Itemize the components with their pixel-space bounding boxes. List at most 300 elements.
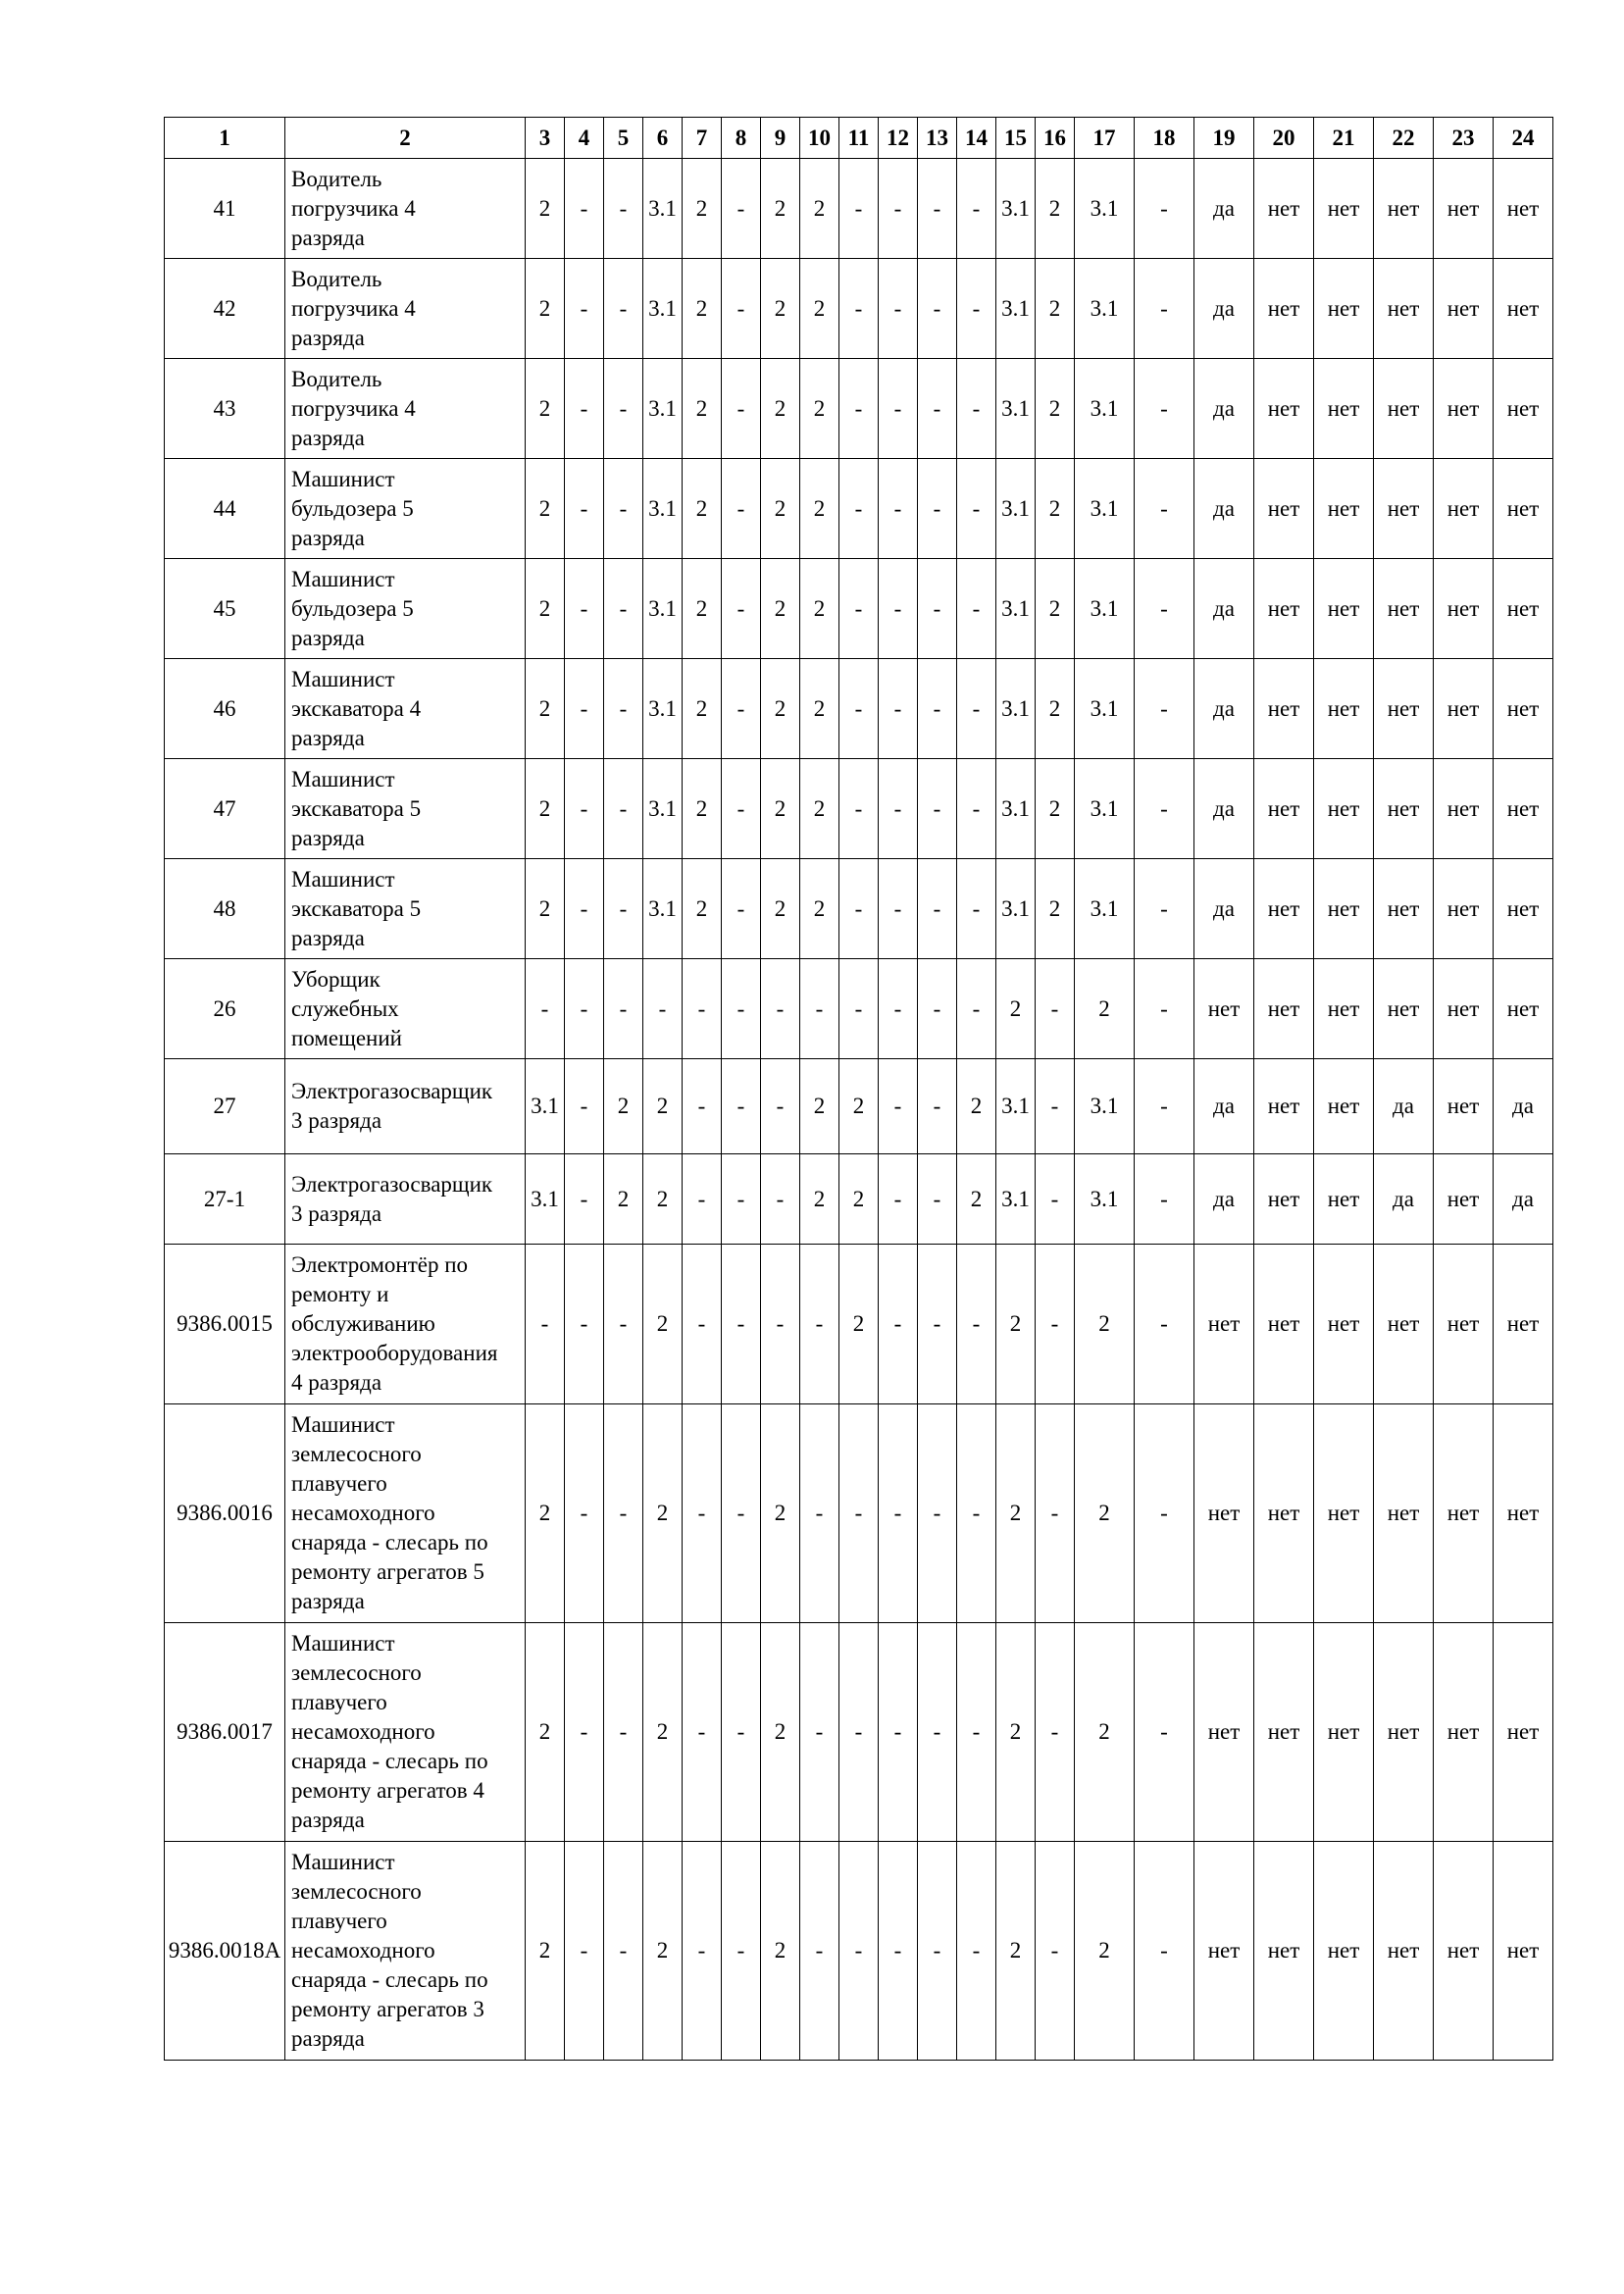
column-header: 23 [1434, 118, 1494, 159]
row-value-cell: 3.1 [526, 1059, 565, 1154]
row-value-cell: - [722, 1842, 761, 2061]
row-value-cell: нет [1254, 1404, 1314, 1623]
table-row [165, 759, 1553, 859]
row-value-cell: - [879, 659, 918, 759]
row-value-cell: нет [1494, 359, 1553, 459]
row-value-cell: 2 [526, 259, 565, 359]
row-value-cell: 3.1 [526, 1154, 565, 1245]
row-value-cell: да [1494, 1059, 1553, 1154]
row-code-cell: 42 [165, 259, 285, 359]
row-value-cell: - [722, 1623, 761, 1842]
row-value-cell: 2 [1036, 659, 1075, 759]
row-value-cell: - [565, 1059, 604, 1154]
row-value-cell: - [761, 1245, 800, 1404]
row-value-cell: нет [1254, 1245, 1314, 1404]
row-name-cell: Уборщик служебных помещений [285, 959, 526, 1059]
table-row [165, 659, 1553, 759]
row-value-cell: 2 [643, 1059, 683, 1154]
column-header: 17 [1075, 118, 1135, 159]
row-value-cell: да [1194, 759, 1254, 859]
row-value-cell: - [879, 959, 918, 1059]
row-value-cell: - [683, 1623, 722, 1842]
row-value-cell: 2 [800, 259, 839, 359]
row-code-cell: 27 [165, 1059, 285, 1154]
row-code-cell: 26 [165, 959, 285, 1059]
row-value-cell: 2 [761, 1842, 800, 2061]
row-value-cell: 2 [1075, 959, 1135, 1059]
row-value-cell: 2 [1075, 1842, 1135, 2061]
row-value-cell: 2 [800, 559, 839, 659]
row-value-cell: 2 [800, 659, 839, 759]
row-name-cell: Машинист землесосного плавучего несамоходного снаряда - слесарь по ремонту агрегатов 5 разряда [285, 1404, 526, 1623]
row-value-cell: 2 [526, 1842, 565, 2061]
row-value-cell: нет [1434, 959, 1494, 1059]
row-value-cell: - [918, 1245, 957, 1404]
row-value-cell: - [1135, 559, 1194, 659]
row-value-cell: - [683, 1842, 722, 2061]
row-value-cell: - [722, 1245, 761, 1404]
row-value-cell: - [565, 859, 604, 959]
row-value-cell: нет [1494, 1623, 1553, 1842]
row-value-cell: нет [1434, 759, 1494, 859]
row-value-cell: нет [1434, 459, 1494, 559]
row-value-cell: - [839, 259, 879, 359]
row-name-cell: Машинист землесосного плавучего несамоходного снаряда - слесарь по ремонту агрегатов 3 разряда [285, 1842, 526, 2061]
column-header: 7 [683, 118, 722, 159]
row-value-cell: - [839, 1842, 879, 2061]
row-value-cell: - [565, 1154, 604, 1245]
row-value-cell: нет [1494, 159, 1553, 259]
row-value-cell: - [565, 459, 604, 559]
row-value-cell: нет [1254, 859, 1314, 959]
row-value-cell: 2 [1036, 759, 1075, 859]
row-value-cell: 2 [683, 559, 722, 659]
row-value-cell: нет [1434, 1245, 1494, 1404]
row-value-cell: - [1036, 1059, 1075, 1154]
row-value-cell: нет [1314, 1154, 1374, 1245]
row-value-cell: нет [1194, 1245, 1254, 1404]
row-value-cell: - [722, 1404, 761, 1623]
row-value-cell: - [879, 359, 918, 459]
row-value-cell: - [957, 1404, 996, 1623]
row-value-cell: 2 [800, 859, 839, 959]
row-value-cell: 2 [683, 859, 722, 959]
row-name-cell: Электромонтёр по ремонту и обслуживанию электрооборудования 4 разряда [285, 1245, 526, 1404]
row-value-cell: нет [1254, 459, 1314, 559]
row-value-cell: 2 [526, 359, 565, 459]
row-value-cell: - [1036, 1842, 1075, 2061]
row-value-cell: нет [1374, 1245, 1434, 1404]
row-value-cell: 3.1 [643, 659, 683, 759]
row-value-cell: - [879, 1154, 918, 1245]
row-value-cell: 3.1 [996, 359, 1036, 459]
row-value-cell: 3.1 [1075, 159, 1135, 259]
row-value-cell: - [957, 1842, 996, 2061]
row-value-cell: 2 [1036, 359, 1075, 459]
row-value-cell: да [1194, 1154, 1254, 1245]
row-value-cell: - [839, 159, 879, 259]
row-value-cell: 2 [643, 1154, 683, 1245]
row-value-cell: - [839, 859, 879, 959]
row-value-cell: - [839, 659, 879, 759]
row-value-cell: 3.1 [1075, 559, 1135, 659]
row-value-cell: 2 [761, 159, 800, 259]
column-header: 1 [165, 118, 285, 159]
row-value-cell: 3.1 [996, 759, 1036, 859]
row-value-cell: - [918, 1059, 957, 1154]
column-header: 13 [918, 118, 957, 159]
row-value-cell: 2 [839, 1059, 879, 1154]
row-code-cell: 9386.0016 [165, 1404, 285, 1623]
row-value-cell: - [604, 859, 643, 959]
column-header: 19 [1194, 118, 1254, 159]
row-value-cell: 2 [683, 659, 722, 759]
row-value-cell: 3.1 [1075, 359, 1135, 459]
row-value-cell: - [604, 1404, 643, 1623]
row-value-cell: - [918, 159, 957, 259]
row-value-cell: - [879, 459, 918, 559]
row-value-cell: - [604, 359, 643, 459]
row-value-cell: - [1135, 859, 1194, 959]
row-name-cell: Машинист экскаватора 5 разряда [285, 859, 526, 959]
row-value-cell: - [1135, 1404, 1194, 1623]
column-header: 9 [761, 118, 800, 159]
row-value-cell: нет [1314, 1623, 1374, 1842]
row-value-cell: - [1135, 159, 1194, 259]
table-row [165, 159, 1553, 259]
row-value-cell: 2 [1075, 1245, 1135, 1404]
row-value-cell: - [839, 959, 879, 1059]
column-header: 11 [839, 118, 879, 159]
row-value-cell: 3.1 [1075, 259, 1135, 359]
row-value-cell: - [1036, 1245, 1075, 1404]
row-name-cell: Машинист экскаватора 5 разряда [285, 759, 526, 859]
row-value-cell: да [1374, 1059, 1434, 1154]
row-name-cell: Электрогазосварщик 3 разряда [285, 1154, 526, 1245]
row-value-cell: - [683, 1404, 722, 1623]
row-value-cell: нет [1434, 859, 1494, 959]
row-value-cell: 2 [761, 1404, 800, 1623]
row-value-cell: нет [1314, 359, 1374, 459]
row-value-cell: - [722, 959, 761, 1059]
row-value-cell: - [957, 259, 996, 359]
row-value-cell: - [918, 559, 957, 659]
table-header-row [165, 118, 1553, 159]
row-value-cell: нет [1314, 1404, 1374, 1623]
row-value-cell: нет [1494, 959, 1553, 1059]
row-value-cell: - [1135, 1059, 1194, 1154]
row-value-cell: - [565, 659, 604, 759]
row-value-cell: 3.1 [996, 659, 1036, 759]
row-value-cell: 2 [683, 359, 722, 459]
row-value-cell: - [800, 1404, 839, 1623]
row-value-cell: - [918, 459, 957, 559]
row-value-cell: - [957, 959, 996, 1059]
row-value-cell: - [1036, 1154, 1075, 1245]
column-header: 4 [565, 118, 604, 159]
row-value-cell: нет [1374, 259, 1434, 359]
row-value-cell: - [565, 759, 604, 859]
row-value-cell: - [722, 159, 761, 259]
row-value-cell: 2 [800, 159, 839, 259]
row-value-cell: - [957, 359, 996, 459]
row-value-cell: - [1135, 1623, 1194, 1842]
row-value-cell: 2 [526, 1623, 565, 1842]
row-value-cell: нет [1374, 859, 1434, 959]
row-value-cell: - [879, 1245, 918, 1404]
row-value-cell: - [839, 1623, 879, 1842]
row-value-cell: - [683, 1059, 722, 1154]
row-value-cell: нет [1254, 1059, 1314, 1154]
row-value-cell: нет [1434, 1404, 1494, 1623]
row-value-cell: 2 [761, 259, 800, 359]
row-value-cell: нет [1434, 1154, 1494, 1245]
column-header: 22 [1374, 118, 1434, 159]
row-value-cell: - [604, 259, 643, 359]
row-value-cell: да [1374, 1154, 1434, 1245]
row-value-cell: нет [1314, 259, 1374, 359]
row-value-cell: 2 [957, 1154, 996, 1245]
row-value-cell: - [1135, 759, 1194, 859]
row-value-cell: - [604, 659, 643, 759]
row-value-cell: - [879, 1842, 918, 2061]
row-value-cell: 2 [800, 359, 839, 459]
row-value-cell: - [1135, 959, 1194, 1059]
row-value-cell: - [918, 1404, 957, 1623]
row-name-cell: Водитель погрузчика 4 разряда [285, 159, 526, 259]
row-value-cell: - [879, 1623, 918, 1842]
row-value-cell: нет [1494, 759, 1553, 859]
row-value-cell: - [839, 359, 879, 459]
row-code-cell: 9386.0017 [165, 1623, 285, 1842]
row-value-cell: - [918, 659, 957, 759]
table-row [165, 959, 1553, 1059]
row-value-cell: да [1194, 659, 1254, 759]
row-value-cell: 2 [996, 959, 1036, 1059]
row-value-cell: нет [1434, 159, 1494, 259]
row-value-cell: 2 [526, 1404, 565, 1623]
row-value-cell: 2 [643, 1842, 683, 2061]
row-value-cell: 2 [996, 1404, 1036, 1623]
row-value-cell: 2 [761, 1623, 800, 1842]
row-value-cell: нет [1254, 1623, 1314, 1842]
row-value-cell: нет [1434, 659, 1494, 759]
row-value-cell: - [957, 459, 996, 559]
row-value-cell: 2 [683, 159, 722, 259]
row-value-cell: нет [1434, 259, 1494, 359]
row-value-cell: - [1036, 1623, 1075, 1842]
row-code-cell: 48 [165, 859, 285, 959]
row-value-cell: - [604, 1245, 643, 1404]
row-value-cell: да [1194, 859, 1254, 959]
row-value-cell: - [1135, 259, 1194, 359]
row-value-cell: 3.1 [996, 559, 1036, 659]
row-value-cell: 3.1 [1075, 1059, 1135, 1154]
row-value-cell: нет [1314, 1842, 1374, 2061]
table-row [165, 859, 1553, 959]
table-row [165, 559, 1553, 659]
row-value-cell: нет [1194, 959, 1254, 1059]
column-header: 18 [1135, 118, 1194, 159]
row-code-cell: 43 [165, 359, 285, 459]
row-value-cell: - [879, 1059, 918, 1154]
column-header: 21 [1314, 118, 1374, 159]
row-value-cell: - [957, 759, 996, 859]
row-value-cell: нет [1314, 159, 1374, 259]
row-value-cell: - [1135, 659, 1194, 759]
row-code-cell: 47 [165, 759, 285, 859]
row-code-cell: 41 [165, 159, 285, 259]
row-value-cell: - [839, 759, 879, 859]
row-value-cell: - [1135, 1154, 1194, 1245]
column-header: 3 [526, 118, 565, 159]
row-value-cell: нет [1494, 559, 1553, 659]
row-value-cell: - [761, 1059, 800, 1154]
row-value-cell: нет [1434, 359, 1494, 459]
row-value-cell: 2 [683, 259, 722, 359]
row-name-cell: Водитель погрузчика 4 разряда [285, 359, 526, 459]
row-value-cell: 3.1 [643, 359, 683, 459]
row-code-cell: 46 [165, 659, 285, 759]
row-value-cell: 2 [643, 1245, 683, 1404]
row-value-cell: нет [1434, 1842, 1494, 2061]
row-value-cell: нет [1314, 959, 1374, 1059]
row-value-cell: нет [1374, 459, 1434, 559]
row-value-cell: 3.1 [643, 459, 683, 559]
row-value-cell: 3.1 [643, 859, 683, 959]
row-value-cell: 2 [526, 559, 565, 659]
row-value-cell: 2 [643, 1404, 683, 1623]
row-value-cell: нет [1194, 1404, 1254, 1623]
column-header: 15 [996, 118, 1036, 159]
row-value-cell: - [918, 1842, 957, 2061]
row-value-cell: - [1036, 959, 1075, 1059]
row-value-cell: - [839, 459, 879, 559]
column-header: 2 [285, 118, 526, 159]
row-value-cell: 2 [683, 759, 722, 859]
row-value-cell: да [1194, 1059, 1254, 1154]
row-value-cell: - [722, 1059, 761, 1154]
column-header: 24 [1494, 118, 1553, 159]
row-value-cell: - [800, 959, 839, 1059]
row-value-cell: - [643, 959, 683, 1059]
row-value-cell: 3.1 [1075, 1154, 1135, 1245]
row-value-cell: нет [1194, 1623, 1254, 1842]
row-code-cell: 27-1 [165, 1154, 285, 1245]
row-value-cell: 2 [683, 459, 722, 559]
row-value-cell: 2 [526, 759, 565, 859]
row-value-cell: 3.1 [1075, 459, 1135, 559]
row-value-cell: - [879, 859, 918, 959]
row-value-cell: 2 [761, 359, 800, 459]
row-value-cell: нет [1314, 859, 1374, 959]
row-value-cell: нет [1494, 659, 1553, 759]
row-value-cell: - [565, 959, 604, 1059]
row-value-cell: 3.1 [1075, 859, 1135, 959]
row-value-cell: нет [1374, 1404, 1434, 1623]
row-value-cell: - [722, 359, 761, 459]
row-value-cell: 2 [604, 1154, 643, 1245]
row-code-cell: 44 [165, 459, 285, 559]
row-value-cell: 2 [643, 1623, 683, 1842]
row-value-cell: - [800, 1245, 839, 1404]
row-value-cell: нет [1314, 1059, 1374, 1154]
row-value-cell: - [722, 859, 761, 959]
row-value-cell: нет [1494, 859, 1553, 959]
row-value-cell: 3.1 [1075, 759, 1135, 859]
row-value-cell: да [1194, 459, 1254, 559]
row-value-cell: нет [1374, 759, 1434, 859]
row-name-cell: Машинист экскаватора 4 разряда [285, 659, 526, 759]
row-value-cell: - [918, 759, 957, 859]
row-value-cell: - [683, 1245, 722, 1404]
row-value-cell: - [957, 559, 996, 659]
row-value-cell: 2 [996, 1842, 1036, 2061]
column-header: 10 [800, 118, 839, 159]
row-value-cell: 3.1 [996, 859, 1036, 959]
row-value-cell: 3.1 [996, 159, 1036, 259]
row-value-cell: нет [1254, 659, 1314, 759]
row-value-cell: 3.1 [643, 559, 683, 659]
row-value-cell: - [565, 159, 604, 259]
row-value-cell: 2 [1075, 1404, 1135, 1623]
row-value-cell: 2 [761, 559, 800, 659]
row-value-cell: 3.1 [996, 459, 1036, 559]
column-header: 12 [879, 118, 918, 159]
row-value-cell: - [604, 759, 643, 859]
row-code-cell: 9386.0018А [165, 1842, 285, 2061]
row-value-cell: 2 [839, 1245, 879, 1404]
row-value-cell: - [761, 959, 800, 1059]
row-value-cell: 2 [800, 1154, 839, 1245]
row-value-cell: - [722, 559, 761, 659]
row-value-cell: нет [1314, 459, 1374, 559]
row-value-cell: 2 [996, 1245, 1036, 1404]
row-value-cell: - [565, 559, 604, 659]
row-value-cell: да [1194, 159, 1254, 259]
row-value-cell: нет [1254, 559, 1314, 659]
table-row [165, 1404, 1553, 1623]
column-header: 14 [957, 118, 996, 159]
row-value-cell: нет [1374, 659, 1434, 759]
row-value-cell: - [800, 1842, 839, 2061]
row-value-cell: нет [1494, 1404, 1553, 1623]
row-value-cell: - [918, 859, 957, 959]
table-row [165, 1842, 1553, 2061]
row-value-cell: - [957, 1245, 996, 1404]
row-value-cell: - [1135, 459, 1194, 559]
row-value-cell: - [957, 159, 996, 259]
row-code-cell: 45 [165, 559, 285, 659]
row-value-cell: 2 [1036, 559, 1075, 659]
row-value-cell: - [1036, 1404, 1075, 1623]
row-value-cell: - [722, 1154, 761, 1245]
row-value-cell: - [1135, 1245, 1194, 1404]
row-value-cell: 2 [526, 459, 565, 559]
row-value-cell: нет [1254, 259, 1314, 359]
row-value-cell: - [761, 1154, 800, 1245]
row-value-cell: - [879, 1404, 918, 1623]
row-value-cell: - [565, 1842, 604, 2061]
row-value-cell: 2 [1075, 1623, 1135, 1842]
row-value-cell: нет [1254, 959, 1314, 1059]
row-value-cell: нет [1434, 1623, 1494, 1842]
row-name-cell: Водитель погрузчика 4 разряда [285, 259, 526, 359]
row-value-cell: - [526, 1245, 565, 1404]
row-value-cell: да [1194, 259, 1254, 359]
table-row [165, 1623, 1553, 1842]
table-row [165, 259, 1553, 359]
